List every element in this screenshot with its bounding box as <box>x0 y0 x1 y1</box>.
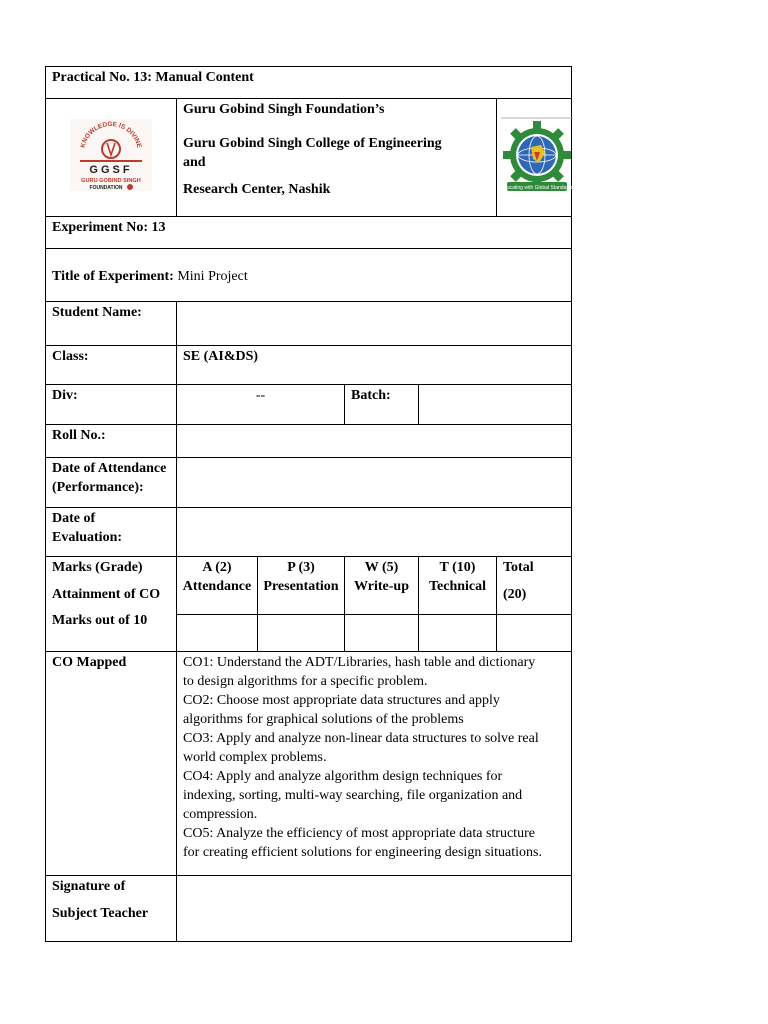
date-of-evaluation-label-1: Date of <box>52 511 96 526</box>
experiment-title-value: Mini Project <box>177 269 248 284</box>
practical-title: Practical No. 13: Manual Content <box>46 67 572 99</box>
ggsf-logo-cell <box>46 99 177 217</box>
co-line: world complex problems. <box>183 750 327 765</box>
marks-col-total <box>497 557 572 615</box>
co-line: indexing, sorting, multi-way searching, file organization and <box>183 788 523 803</box>
ggsf-logo <box>70 119 152 191</box>
date-of-evaluation-field[interactable] <box>177 508 572 557</box>
experiment-number: Experiment No: 13 <box>46 217 572 249</box>
marks-col-attendance <box>177 557 258 615</box>
co-line: algorithms for graphical solutions of the problems <box>183 712 464 727</box>
signature-label-2: Subject Teacher <box>52 906 149 921</box>
co-line: CO4: Apply and analyze algorithm design techniques for <box>183 769 503 784</box>
marks-col-code: Total <box>503 560 534 575</box>
marks-label <box>46 557 177 652</box>
marks-col-technical <box>419 557 497 615</box>
experiment-title-label: Title of Experiment: <box>52 269 174 284</box>
college-logo-cell <box>497 99 572 217</box>
date-of-attendance-label-1: Date of Attendance <box>52 461 167 476</box>
date-of-attendance-label <box>46 458 177 508</box>
marks-col-name: Technical <box>428 579 487 594</box>
college-logo-banner: Educating with Global Standards <box>500 184 574 191</box>
co-mapped-list <box>177 652 572 876</box>
signature-label-1: Signature of <box>52 879 126 894</box>
marks-value-write-up[interactable] <box>345 615 419 652</box>
marks-value-total[interactable] <box>497 615 572 652</box>
marks-col-code: A (2) <box>202 560 232 575</box>
marks-col-code: P (3) <box>287 560 315 575</box>
signature-label <box>46 876 177 942</box>
marks-label-1: Marks (Grade) <box>52 560 143 575</box>
date-of-evaluation-label-2: Evaluation: <box>52 530 123 545</box>
marks-value-presentation[interactable] <box>258 615 345 652</box>
marks-label-3: Marks out of 10 <box>52 613 148 628</box>
batch-field[interactable] <box>419 385 572 425</box>
co-mapped-label: CO Mapped <box>46 652 177 876</box>
college-gear-logo <box>497 114 577 196</box>
marks-col-name: Attendance <box>182 579 252 594</box>
co-line: CO2: Choose most appropriate data structures and apply <box>183 693 500 708</box>
co-line: compression. <box>183 807 258 822</box>
manual-form-table <box>45 66 572 942</box>
foundation-name: Guru Gobind Singh Foundation’s <box>183 102 385 117</box>
batch-label: Batch: <box>345 385 419 425</box>
marks-label-2: Attainment of CO <box>52 587 161 602</box>
date-of-evaluation-label <box>46 508 177 557</box>
ggsf-name: GURU GOBIND SINGH <box>81 177 141 184</box>
marks-col-presentation <box>258 557 345 615</box>
date-of-attendance-field[interactable] <box>177 458 572 508</box>
marks-col-name: Presentation <box>263 579 339 594</box>
co-line: CO5: Analyze the efficiency of most appropriate data structure <box>183 826 535 841</box>
date-of-attendance-label-2: (Performance): <box>52 480 144 495</box>
co-line: for creating efficient solutions for engineering design situations. <box>183 845 542 860</box>
co-line: to design algorithms for a specific problem. <box>183 674 428 689</box>
marks-col-name: Write-up <box>354 579 409 594</box>
roll-no-label: Roll No.: <box>46 425 177 458</box>
student-name-field[interactable] <box>177 302 572 346</box>
ggsf-sub: FOUNDATION <box>89 184 123 191</box>
college-name-line2: and <box>183 155 206 170</box>
marks-col-name: (20) <box>503 587 527 602</box>
college-header <box>177 99 497 217</box>
class-value: SE (AI&DS) <box>177 346 572 385</box>
college-name-line3: Research Center, Nashik <box>183 182 331 197</box>
ggsf-abbr: GGSF <box>89 163 133 176</box>
marks-value-technical[interactable] <box>419 615 497 652</box>
class-label: Class: <box>46 346 177 385</box>
marks-col-write-up <box>345 557 419 615</box>
manual-content-sheet <box>45 66 574 942</box>
college-name-line1: Guru Gobind Singh College of Engineering <box>183 136 442 151</box>
div-label: Div: <box>46 385 177 425</box>
ggsf-arc-text: KNOWLEDGE IS DIVINE <box>79 120 143 149</box>
experiment-title-cell <box>46 249 572 302</box>
co-line: CO3: Apply and analyze non-linear data structures to solve real <box>183 731 539 746</box>
signature-field[interactable] <box>177 876 572 942</box>
marks-value-attendance[interactable] <box>177 615 258 652</box>
div-value[interactable]: -- <box>177 385 345 425</box>
marks-col-code: T (10) <box>439 560 476 575</box>
co-line: CO1: Understand the ADT/Libraries, hash table and dictionary <box>183 655 536 670</box>
student-name-label: Student Name: <box>46 302 177 346</box>
roll-no-field[interactable] <box>177 425 572 458</box>
marks-col-code: W (5) <box>364 560 399 575</box>
